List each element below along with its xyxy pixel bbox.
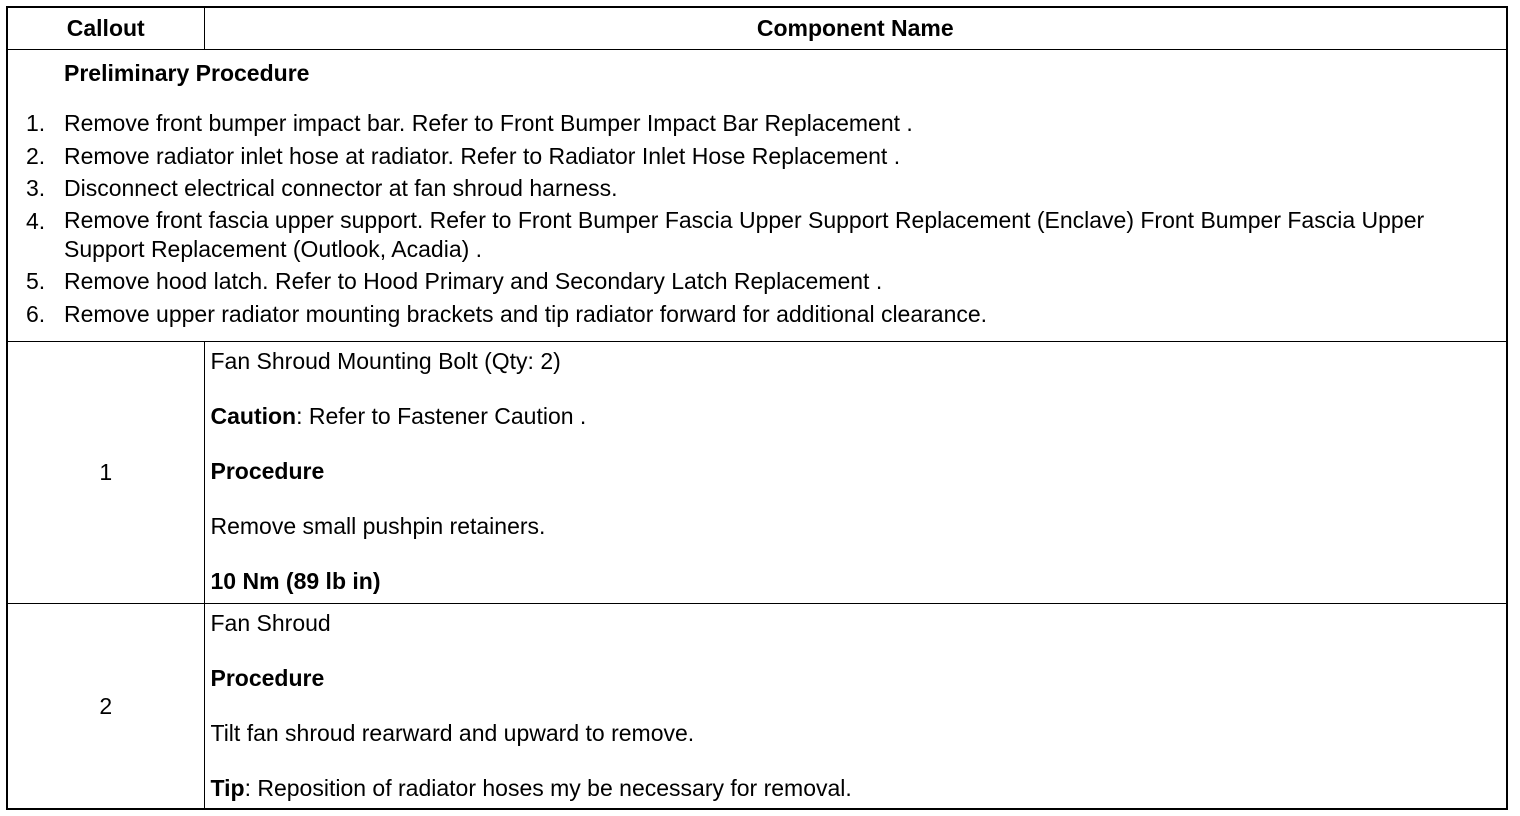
caution-text: Refer to Fastener Caution .: [302, 403, 587, 429]
step-number: 2.: [26, 142, 46, 169]
procedure-table: [6, 6, 1508, 810]
list-item: [26, 206, 1492, 264]
step-number: 3.: [26, 175, 46, 201]
tip-label: Tip: [210, 775, 245, 801]
component-cell: [204, 604, 1507, 810]
list-item: [26, 299, 1492, 329]
tip-text: Reposition of radiator hoses my be necessary for removal.: [250, 775, 852, 801]
preliminary-heading: Preliminary Procedure: [64, 60, 310, 86]
procedure-text: Tilt fan shroud rearward and upward to remove.: [210, 720, 695, 746]
callout-cell: 2: [7, 604, 204, 810]
component-cell: [204, 342, 1507, 604]
list-item: [26, 141, 1492, 171]
table-row: [7, 342, 1507, 604]
preliminary-cell: [7, 50, 1507, 342]
step-number: 5.: [26, 268, 46, 294]
step-text: Remove hood latch. Refer to Hood Primary and Secondary Latch Replacement .: [64, 268, 883, 294]
component-name: Fan Shroud Mounting Bolt (Qty: 2): [210, 348, 561, 374]
caution-separator: :: [296, 403, 303, 429]
caution-label: Caution: [210, 403, 297, 429]
tip-note: [211, 775, 1499, 801]
procedure-heading: Procedure: [210, 458, 325, 484]
header-row: [7, 7, 1507, 50]
step-text: Remove front bumper impact bar. Refer to Front Bumper Impact Bar Replacement .: [64, 110, 913, 136]
callout-cell: 1: [7, 342, 204, 604]
step-text: Remove upper radiator mounting brackets and tip radiator forward for additional clearance.: [64, 300, 988, 327]
procedure-heading: Procedure: [210, 665, 325, 691]
step-number: 4.: [26, 207, 46, 234]
step-text: Remove front fascia upper support. Refer to Front Bumper Fascia Upper Support Replacement (Enclave) Front Bumper Fascia Upper Support Replacement (Outlook, Acadia) .: [64, 206, 1425, 262]
tip-separator: :: [244, 775, 251, 801]
step-number: 1.: [26, 110, 46, 136]
step-number: 6.: [26, 300, 46, 327]
header-component-name: Component Name: [204, 7, 1507, 50]
torque-spec: 10 Nm (89 lb in): [210, 568, 381, 594]
list-item: [26, 108, 1492, 138]
procedure-text: Remove small pushpin retainers.: [210, 513, 546, 539]
preliminary-row: [7, 50, 1507, 342]
table-row: [7, 604, 1507, 810]
preliminary-steps: [26, 108, 1492, 329]
step-text: Remove radiator inlet hose at radiator. Refer to Radiator Inlet Hose Replacement .: [64, 142, 901, 169]
caution-note: [211, 403, 1499, 429]
list-item: [26, 173, 1492, 203]
header-callout: Callout: [7, 7, 204, 50]
step-text: Disconnect electrical connector at fan shroud harness.: [64, 175, 618, 201]
list-item: [26, 266, 1492, 296]
component-name: Fan Shroud: [210, 610, 331, 636]
